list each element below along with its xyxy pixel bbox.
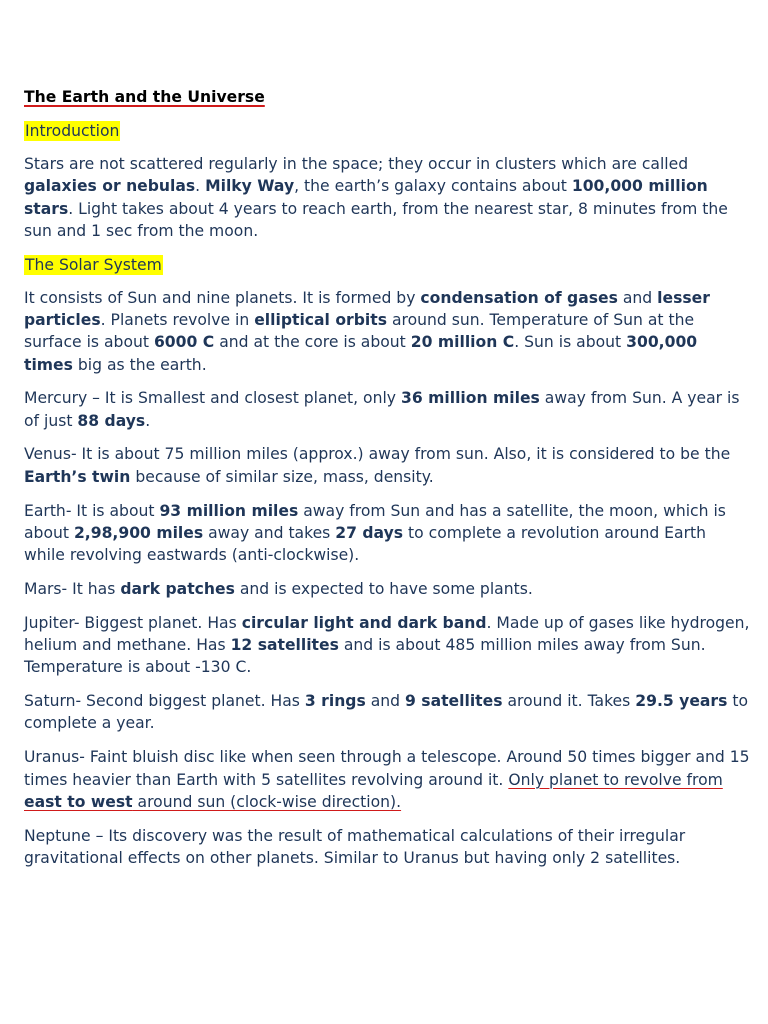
text-run: Neptune – Its discovery was the result of mathematical calculations of their irregular gravitational effects on other planets. Similar to Uranus but having only 2 satellites. — [24, 826, 686, 867]
introduction-paragraph — [24, 153, 750, 242]
earth-paragraph — [24, 500, 750, 567]
text-run: to complete a revolution around Earth while revolving eastwards (anti-clockwise). — [24, 523, 706, 565]
bold-run: elliptical orbits — [254, 310, 387, 329]
text-run: Saturn- Second biggest planet. Has — [24, 692, 305, 711]
text-run: away from Sun. A year is of just — [24, 389, 740, 430]
mercury-paragraph — [24, 387, 750, 432]
text-run: away and takes — [203, 523, 336, 542]
text-run: and at the core is about — [214, 333, 411, 352]
bold-run: 6000 C — [153, 333, 215, 352]
text-run: . Made up of gases like hydrogen, helium and methane. Has — [24, 613, 750, 655]
saturn-paragraph — [24, 690, 750, 735]
text-run: Earth- It is about — [24, 501, 160, 520]
solar-system-paragraph — [24, 287, 750, 376]
neptune-paragraph — [24, 825, 750, 870]
bold-run: Earth’s twin — [24, 467, 131, 486]
bold-run: 29.5 years — [635, 692, 728, 711]
text-run: away from Sun and has a satellite, the moon, which is about — [24, 501, 726, 542]
bold-run: 300,000 times — [24, 333, 698, 374]
text-run: . Sun is about — [514, 333, 627, 352]
document-title: The Earth and the Universe — [24, 88, 265, 106]
bold-run: circular light and dark band — [241, 613, 487, 632]
bold-run: 93 million miles — [159, 501, 299, 520]
bold-run: 12 satellites — [230, 636, 339, 655]
text-run: Jupiter- Biggest planet. Has — [24, 613, 242, 632]
bold-run: dark patches — [120, 579, 235, 598]
text-run: Only planet to revolve from — [508, 770, 723, 789]
text-run: . Light takes about 4 years to reach earth, from the nearest star, 8 minutes from the sun and 1 sec from the moon. — [24, 199, 728, 240]
text-run: . Planets revolve in — [100, 310, 255, 329]
bold-run: Milky Way — [205, 177, 295, 196]
text-run: Venus- It is about 75 million miles (approx.) away from sun. Also, it is considered to be the — [24, 445, 731, 464]
bold-run: 88 days — [77, 411, 146, 430]
mars-paragraph — [24, 578, 750, 600]
text-run: . — [195, 177, 206, 196]
bold-run: 100,000 million stars — [24, 177, 708, 218]
text-run: and is about 485 million miles away from Sun. Temperature is about -130 C. — [24, 636, 706, 677]
document-page — [24, 86, 750, 881]
bold-run: 9 satellites — [405, 692, 503, 711]
text-run: and is expected to have some plants. — [234, 579, 533, 598]
text-run: big as the earth. — [72, 355, 207, 374]
bold-run: 3 rings — [304, 692, 366, 711]
text-run: Mars- It has — [24, 579, 121, 598]
text-run: because of similar size, mass, density. — [130, 467, 434, 486]
bold-run: condensation of gases — [420, 288, 618, 307]
text-run: Mercury – It is Smallest and closest planet, only — [24, 389, 401, 408]
venus-paragraph — [24, 443, 750, 488]
text-run: to complete a year. — [24, 692, 749, 733]
text-run: and — [617, 288, 658, 307]
jupiter-paragraph — [24, 612, 750, 679]
text-run: Stars are not scattered regularly in the space; they occur in clusters which are called — [24, 155, 689, 173]
bold-run: galaxies or nebulas — [24, 177, 196, 196]
introduction-heading: Introduction — [25, 122, 120, 140]
text-run: . — [145, 411, 151, 430]
introduction-heading-wrap — [24, 120, 750, 142]
bold-run: 27 days — [335, 523, 404, 542]
bold-run: 20 million C — [410, 333, 515, 352]
text-run: , the earth’s galaxy contains about — [294, 177, 572, 196]
bold-run: 2,98,900 miles — [73, 523, 204, 542]
solar-system-heading-wrap — [24, 254, 750, 276]
text-run: around it. Takes — [502, 692, 636, 711]
text-run: It consists of Sun and nine planets. It is formed by — [24, 288, 421, 307]
solar-system-heading: The Solar System — [25, 255, 162, 274]
text-run: around sun. Temperature of Sun at the surface is about — [24, 310, 695, 352]
bold-run: 36 million miles — [401, 389, 540, 408]
bold-run: lesser particles — [24, 288, 710, 329]
uranus-paragraph — [24, 746, 750, 813]
text-run: around sun (clock-wise direction). — [132, 792, 402, 811]
bold-run: east to west — [24, 792, 133, 811]
text-run: Uranus- Faint bluish disc like when seen through a telescope. Around 50 times bigger and 15 times heavier than Earth with 5 satellites revolving around it. — [24, 748, 750, 789]
text-run: and — [365, 692, 406, 711]
